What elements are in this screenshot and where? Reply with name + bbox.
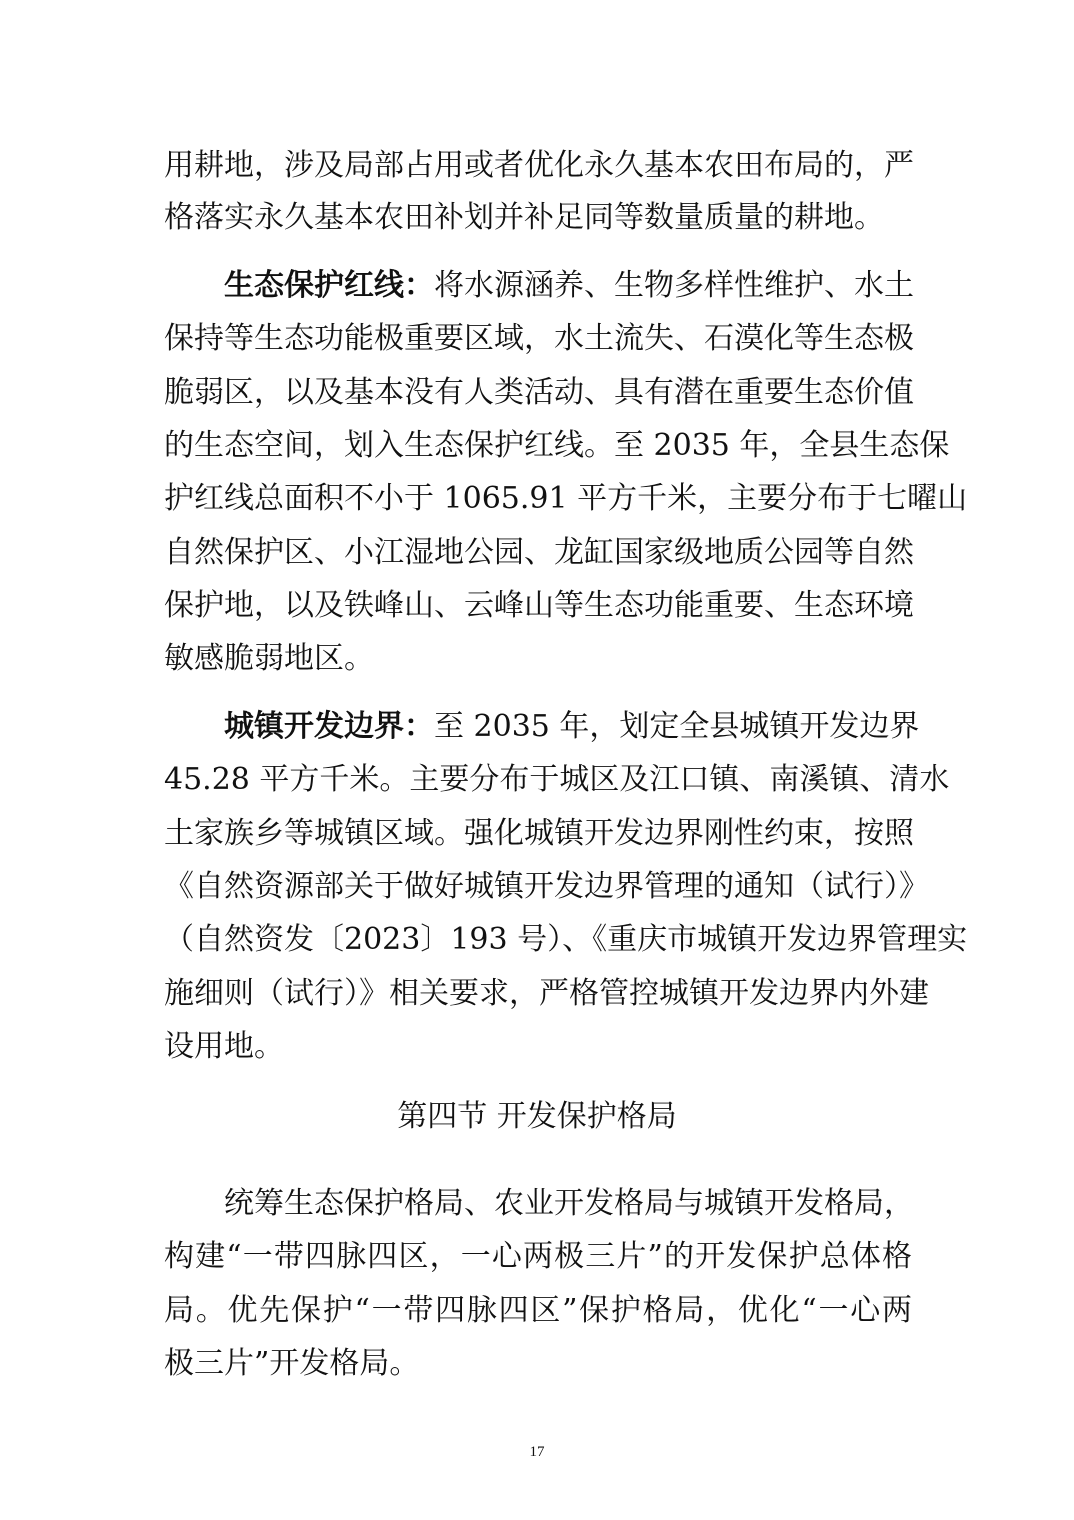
paragraph-2-line-8: 敏感脆弱地区。 (164, 641, 374, 676)
paragraph-2-line-6: 自然保护区、小江湿地公园、龙缸国家级地质公园等自然 (164, 535, 914, 570)
paragraph-3-line-7: 设用地。 (164, 1029, 284, 1064)
paragraph-3-line-2: 45.28 平方千米。主要分布于城区及江口镇、南溪镇、清水 (164, 762, 950, 797)
paragraph-3-line-5: （自然资发〔2023〕193 号）、《重庆市城镇开发边界管理实 (164, 922, 968, 957)
paragraph-4-line-2: 构建“一带四脉四区，一心两极三片”的开发保护总体格 (164, 1239, 912, 1274)
paragraph-2-line-1 (224, 266, 912, 306)
section-heading: 第四节 开发保护格局 (397, 1099, 677, 1134)
urban-boundary-label: 城镇开发边界： (224, 709, 434, 744)
paragraph-4-line-1: 统筹生态保护格局、农业开发格局与城镇开发格局， (224, 1186, 914, 1221)
paragraph-3-line-1 (224, 707, 920, 747)
paragraph-2-line-5: 护红线总面积不小于 1065.91 平方千米，主要分布于七曜山 (164, 481, 968, 516)
paragraph-1-line-1: 用耕地，涉及局部占用或者优化永久基本农田布局的，严 (164, 148, 914, 183)
paragraph-3-line-6: 施细则（试行）》相关要求，严格管控城镇开发边界内外建 (164, 976, 929, 1011)
paragraph-2-first-text: 将水源涵养、生物多样性维护、水土 (434, 268, 914, 303)
paragraph-3-line-3: 土家族乡等城镇区域。强化城镇开发边界刚性约束，按照 (164, 816, 914, 851)
paragraph-2-line-2: 保持等生态功能极重要区域，水土流失、石漠化等生态极 (164, 321, 914, 356)
paragraph-2-line-4: 的生态空间，划入生态保护红线。至 2035 年，全县生态保 (164, 428, 950, 463)
paragraph-2-line-3: 脆弱区，以及基本没有人类活动、具有潜在重要生态价值 (164, 375, 914, 410)
paragraph-2-line-7: 保护地，以及铁峰山、云峰山等生态功能重要、生态环境 (164, 588, 914, 623)
paragraph-4-line-3: 局。优先保护“一带四脉四区”保护格局，优化“一心两 (164, 1293, 912, 1328)
paragraph-4-line-4: 极三片”开发格局。 (164, 1346, 420, 1381)
paragraph-3-line-4: 《自然资源部关于做好城镇开发边界管理的通知（试行）》 (164, 869, 929, 904)
paragraph-3-first-text: 至 2035 年，划定全县城镇开发边界 (434, 709, 920, 744)
paragraph-1-line-2: 格落实永久基本农田补划并补足同等数量质量的耕地。 (164, 200, 884, 235)
page-number: 17 (529, 1444, 545, 1460)
ecology-redline-label: 生态保护红线： (224, 268, 434, 303)
